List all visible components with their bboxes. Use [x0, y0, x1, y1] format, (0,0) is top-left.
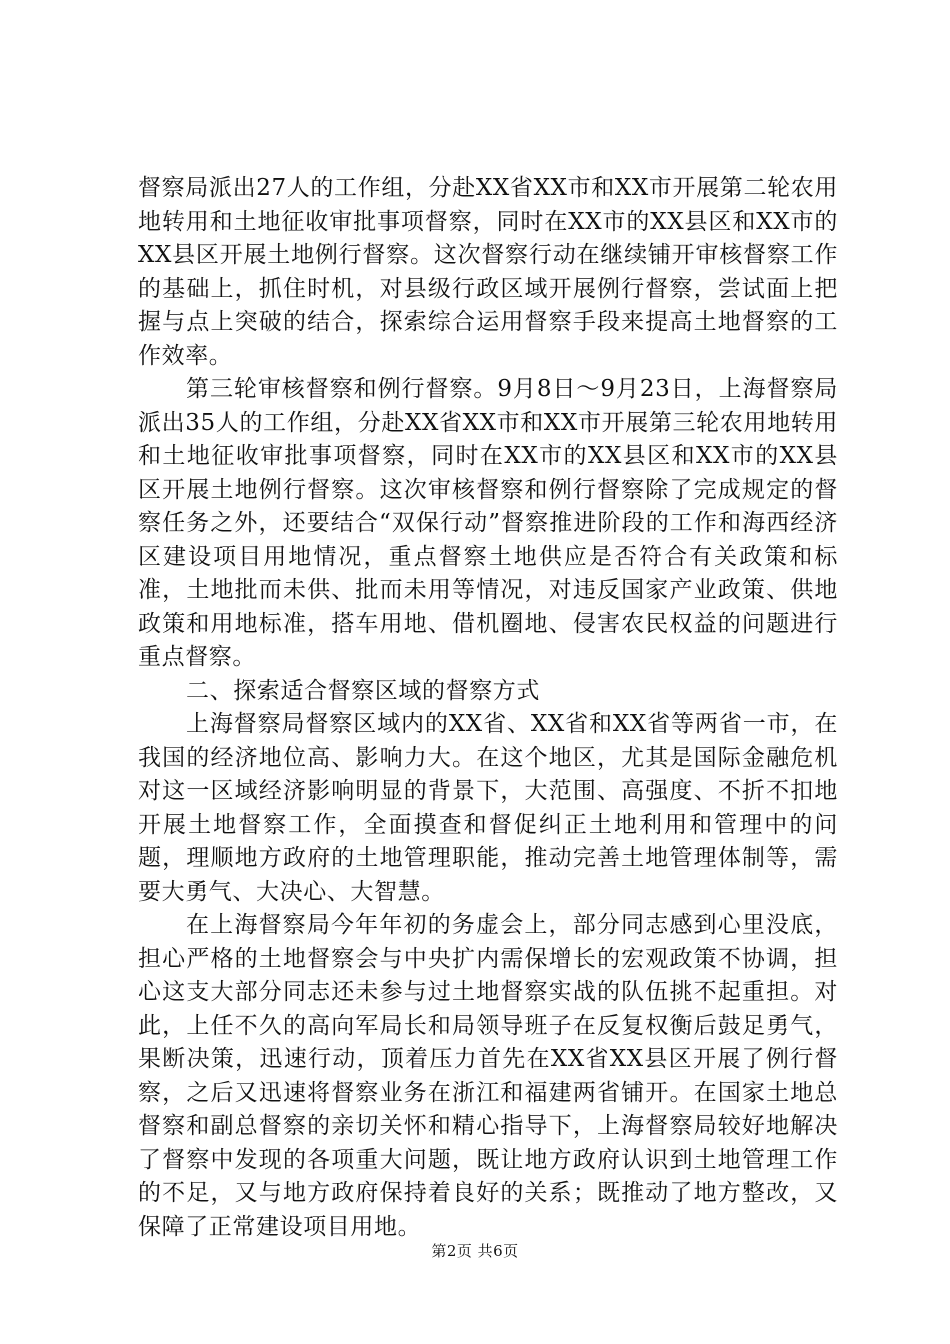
paragraph-third-round: 第三轮审核督察和例行督察。9月8日～9月23日，上海督察局派出35人的工作组，分赴XX省XX市和XX市开展第三轮农用地转用和土地征收审批事项督察，同时在XX市的XX县区和XX市的XX县区开展土地例行督察。这次审核督察和例行督察除了完成规定的督察任务之外，还要结合“双保行动”督察推进阶段的工作和海西经济区建设项目用地情况，重点督察土地供应是否符合有关政策和标准，土地批而未供、批而未用等情况，对违反国家产业政策、供地政策和用地标准，搭车用地、借机圈地、侵害农民权益的问题进行重点督察。	[138, 376, 838, 670]
document-body	[138, 172, 838, 1244]
paragraph-second-round: 督察局派出27人的工作组，分赴XX省XX市和XX市开展第二轮农用地转用和土地征收审批事项督察，同时在XX市的XX县区和XX市的XX县区开展土地例行督察。这次督察行动在继续铺开审核督察工作的基础上，抓住时机，对县级行政区域开展例行督察，尝试面上把握与点上突破的结合，探索综合运用督察手段来提高土地督察的工作效率。	[138, 175, 838, 369]
paragraph-region-overview: 上海督察局督察区域内的XX省、XX省和XX省等两省一市，在我国的经济地位高、影响力大。在这个地区，尤其是国际金融危机对这一区域经济影响明显的背景下，大范围、高强度、不折不扣地开展土地督察工作，全面摸查和督促纠正土地利用和管理中的问题，理顺地方政府的土地管理职能，推动完善土地管理体制等，需要大勇气、大决心、大智慧。	[138, 711, 838, 905]
section-heading-2: 二、探索适合督察区域的督察方式	[186, 677, 540, 704]
page-number: 第2页 共6页	[431, 1242, 519, 1260]
paragraph-meeting: 在上海督察局今年年初的务虚会上，部分同志感到心里没底，担心严格的土地督察会与中央扩内需保增长的宏观政策不协调，担心这支大部分同志还未参与过土地督察实战的队伍挑不起重担。对此，上任不久的高向军局长和局领导班子在反复权衡后鼓足勇气，果断决策，迅速行动，顶着压力首先在XX省XX县区开展了例行督察，之后又迅速将督察业务在浙江和福建两省铺开。在国家土地总督察和副总督察的亲切关怀和精心指导下，上海督察局较好地解决了督察中发现的各项重大问题，既让地方政府认识到土地管理工作的不足，又与地方政府保持着良好的关系；既推动了地方整改，又保障了正常建设项目用地。	[138, 912, 838, 1240]
